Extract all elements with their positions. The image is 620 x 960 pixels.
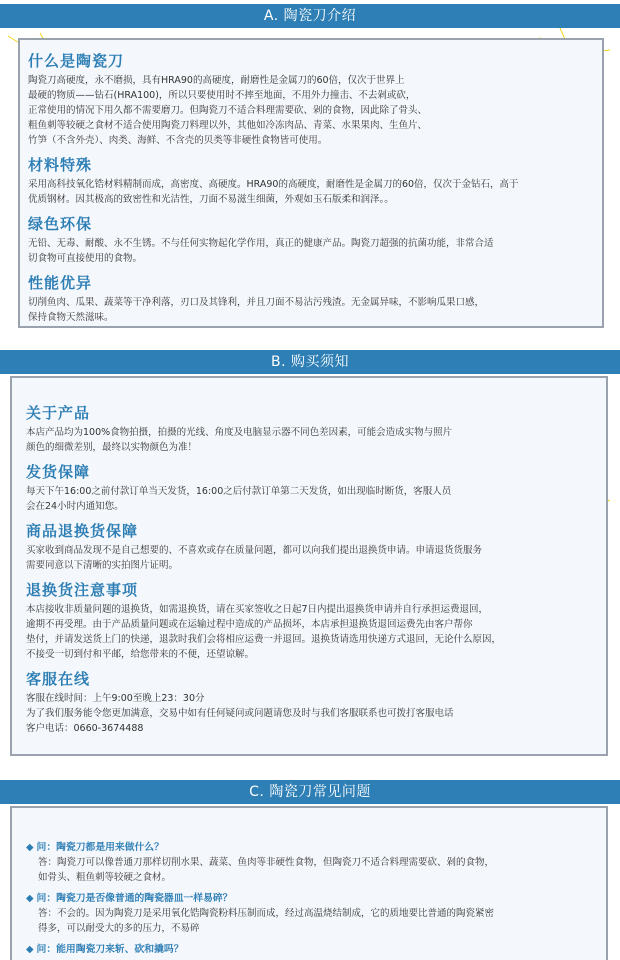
section-a-panel [18,38,604,328]
faq-item [26,891,592,936]
section-c-banner: C. 陶瓷刀常见问题 [0,780,620,804]
section-a-banner: A. 陶瓷刀介绍 [0,4,620,28]
diamond-bullet-icon: ◆ [26,893,34,904]
item-heading: 绿色环保 [28,215,93,233]
faq-question-text: 问：陶瓷刀都是用来做什么？ [36,842,164,853]
item-heading: 关于产品 [26,404,91,422]
intro-item [28,50,594,148]
intro-item [28,213,594,266]
item-body: 每天下午16:00之前付款订单当天发货，16:00之后付款订单第二天发货，如出现临时断货，客服人员 会在24小时内通知您。 [26,486,452,512]
diamond-bullet-icon: ◆ [26,944,34,955]
item-body: 切削鱼肉、瓜果、蔬菜等干净利落，刃口及其锋利，并且刀面不易沾污残渣。无金属异味，不影响瓜果口感， 保持食物天然滋味。 [28,297,485,323]
item-heading: 退换货注意事项 [26,581,139,599]
section-b-panel [10,376,608,756]
item-body: 陶瓷刀高硬度，永不磨损，具有HRA90的高硬度，耐磨性是金属刀的60倍，仅次于世界上 最硬的物质——钻石(HRA100)，所以只要使用时不摔至地面，不用外力撞击、不去剁或砍， 正常使用的情况下用久都不需要磨刀。但陶瓷刀不适合料理需要砍、剁的食物，因此除了骨头、 粗鱼刺等较硬之食材不适合使用陶瓷刀料理以外，其他如冷冻肉品、青菜、水果果肉、生鱼片、 竹笋（不含外壳）、肉类、海鲜、不含壳的贝类等非硬性食物皆可使用。 [28,75,428,146]
faq-item [26,942,592,957]
faq-answer: 答：陶瓷刀可以像普通刀那样切削水果、蔬菜、鱼肉等非硬性食物，但陶瓷刀不适合料理需要砍、剁的食物， 如骨头、粗鱼刺等较硬之食材。 [38,857,495,883]
faq-item [26,840,592,885]
item-heading: 客服在线 [26,670,91,688]
item-heading: 什么是陶瓷刀 [28,52,125,70]
intro-item [28,272,594,325]
item-body: 无铅、无毒、耐酸、永不生锈。不与任何实物起化学作用，真正的健康产品。陶瓷刀超强的抗菌功能，非常合适 切食物可直接使用的食物。 [28,238,494,264]
notice-item [26,579,592,662]
faq-question [26,840,592,855]
diamond-bullet-icon: ◆ [26,842,34,853]
intro-item [28,154,594,207]
item-heading: 材料特殊 [28,156,93,174]
notice-item [26,668,592,736]
item-heading: 性能优异 [28,274,93,292]
faq-question-text: 问：陶瓷刀是否像普通的陶瓷器皿一样易碎？ [36,893,233,904]
faq-question [26,891,592,906]
faq-question-text: 问：能用陶瓷刀来斩、砍和撬吗？ [36,944,184,955]
item-heading: 商品退换货保障 [26,522,139,540]
notice-item [26,520,592,573]
section-b-banner: B. 购买须知 [0,350,620,374]
item-body: 采用高科技氧化锆材料精制而成，高密度、高硬度。HRA90的高硬度，耐磨性是金属刀的60倍，仅次于金钻石，高于 优质钢材。因其极高的致密性和光洁性，刀面不易滋生细菌，外观如玉石版柔和润泽。。 [28,179,519,205]
notice-item [26,402,592,455]
item-body: 本店产品均为100%食物拍摄，拍摄的光线、角度及电脑显示器不同色差因素，可能会造成实物与照片 颜色的细微差别，最终以实物颜色为准！ [26,427,453,453]
item-heading: 发货保障 [26,463,91,481]
faq-question [26,942,592,957]
item-body: 买家收到商品发现不是自己想要的、不喜欢或存在质量问题，都可以向我们提出退换货申请。申请退货货服务 需要同意以下清晰的实拍图片证明。 [26,545,483,571]
faq-answer: 答：不会的。因为陶瓷刀是采用氧化锆陶瓷粉料压制而成，经过高温烧结制成，它的质地要比普通的陶瓷紧密 得多，可以耐受大的多的压力，不易碎 [38,908,495,934]
section-c-panel [10,806,608,960]
item-body: 客服在线时间：上午9:00至晚上23：30分 为了我们服务能令您更加满意，交易中如有任何疑问或问题请您及时与我们客服联系也可拨打客服电话 客户电话：0660-3674488 [26,693,454,734]
notice-item [26,461,592,514]
item-body: 本店接收非质量问题的退换货，如需退换货，请在买家签收之日起7日内提出退换货申请并自行承担运费退回， 逾期不再受理。由于产品质量问题或在运输过程中造成的产品损坏，本店承担退换货退回运费先由客户帮你 垫付，并请发送货上门的快递，退款时我们会将相应运费一并退回。退换货请选用快递方式退回，无论什么原因， 不接受一切到付和平邮，给您带来的不便，还望谅解。 [26,604,502,660]
